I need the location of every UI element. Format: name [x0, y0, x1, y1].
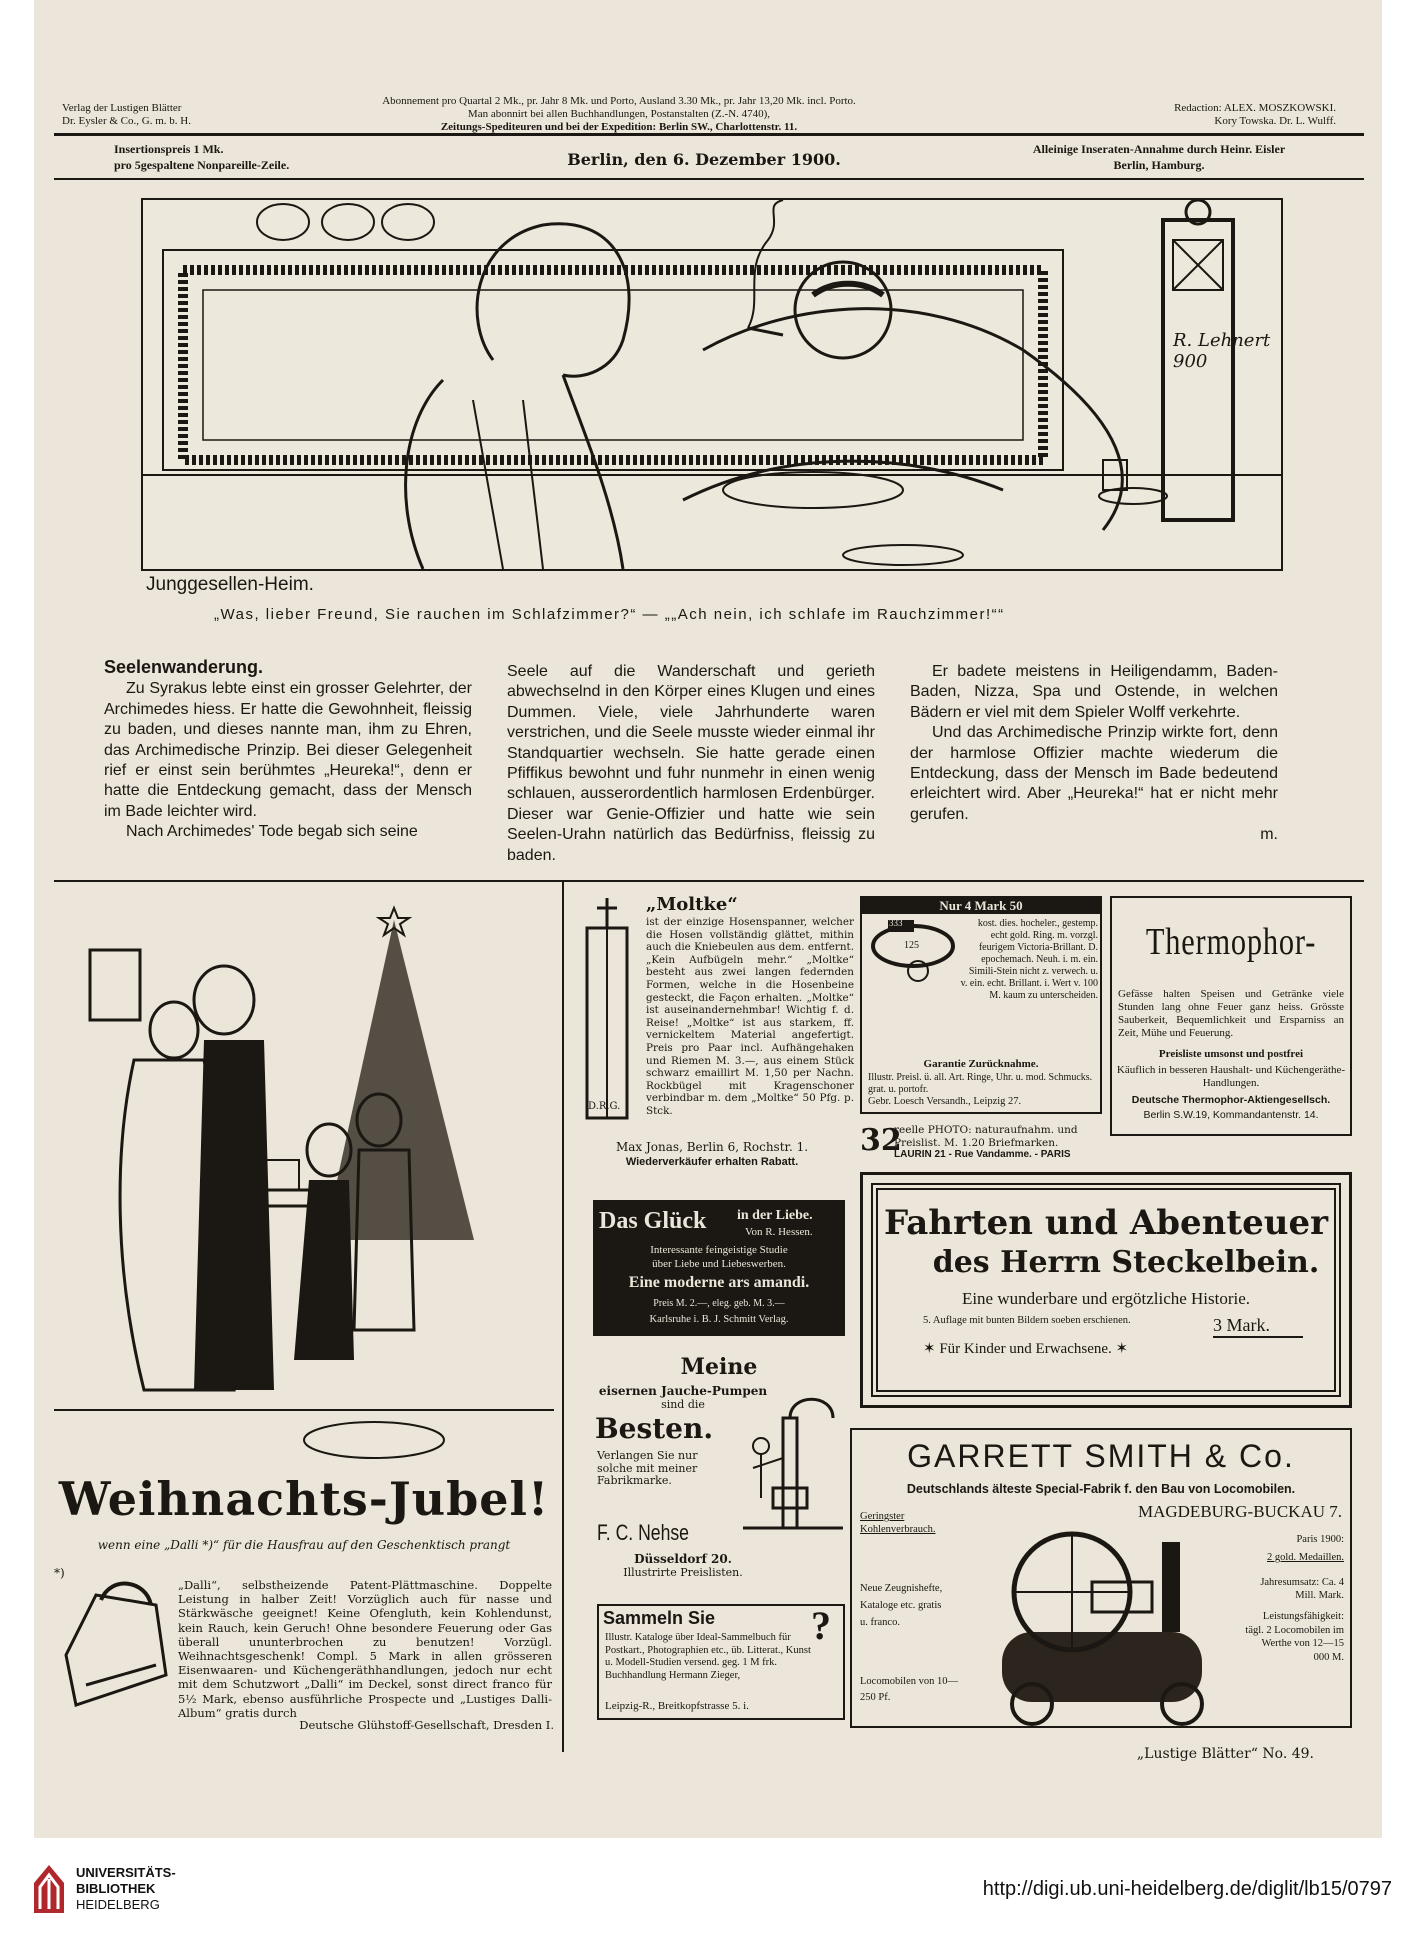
ad-glueck-line1: Interessante feingeistige Studie [650, 1244, 788, 1256]
ad-steckelbein-edition: 5. Auflage mit bunten Bildern soeben erschienen. [923, 1315, 1131, 1326]
pump-icon [743, 1388, 843, 1538]
ad-ring-head: Nur 4 Mark 50 [862, 898, 1100, 914]
ad-laurin-firm: LAURIN 21 - Rue Vandamme. - PARIS [894, 1149, 1071, 1160]
ad-nehse-line1: eisernen Jauche-Pumpen [598, 1384, 768, 1398]
subscription-line: Zeitungs-Spediteuren und bei der Expedition: Berlin SW., Charlottenstr. 11. [440, 121, 798, 133]
newspaper-page [34, 0, 1382, 1838]
insertion-line: Insertionspreis 1 Mk. [114, 142, 224, 156]
article-paragraph: Seele auf die Wanderschaft und gerieth abwechselnd in den Körper eines Klugen und eines Dummen. Viele, viele Jahrhunderte waren verstrichen, und die Seele musste wieder einmal ihr Standquartier wechseln. Sie hatte gerade einen Pfiffikus bewohnt und fuhr nunmehr in einen wenig schlauen, ausserordentlich harmlosen Erdenbürger. Dieser war Genie-Offizier und hatte wie sein Seelen-Urahn natürlich das Bedürfniss, fleissig zu baden. [507, 663, 875, 864]
library-logo-icon [32, 1863, 66, 1915]
ad-nehse-firm: F. C. Nehse [597, 1520, 689, 1545]
cartoon-title: Junggesellen-Heim. [146, 574, 314, 595]
christmas-family-drawing [54, 890, 554, 1470]
ad-moltke-text: ist der einzige Hosenspanner, welcher die Hosen vollständig glättet, mithin auch die Kniebeulen aus dem. entfernt. „Kein Aufbügeln mehr.“ „Moltke“ besteht aus zwei langen federnden Formen, welche in die Hosenbeine gesteckt, die Façon erhalten. „Moltke“ ist auseinandernehmbar! Wichtig f. d. Reise! „Moltke“ ist aus starkem, ff. vernickeltem Material angefertigt. Preis pro Paar incl. Aufhängehaken und Riemen M. 3.—, aus einem Stück schwarz emaillirt M. 1,50 per Nachn. Rockbügel mit Kragenschoner verbindbar m. dem „Moltke“ 50 Pfg. p. Stck. [646, 916, 854, 1117]
column-rule [562, 882, 564, 1752]
article-paragraph: Nach Archimedes' Tode begab sich seine [126, 823, 418, 841]
ad-ring-text: kost. dies. hochelег., gestemp. echt gold. Ring. m. vorzgl. feurigem Victoria-Brillant. D. epochemach. Neuh. i. m. ein. Simili-Stein nicht z. verwech. u. v. ein. echt. Brillant. i. Wert v. 100 M. kaum zu unterscheiden. [960, 918, 1098, 1001]
ad-glueck-author: Von R. Hessen. [745, 1226, 813, 1238]
masthead-rule-lower [54, 178, 1364, 180]
ring-number: 125 [904, 940, 919, 951]
subscription-line: Abonnement pro Quartal 2 Mk., pr. Jahr 8 Mk. und Porto, Ausland 3.30 Mk., pr. Jahr 13,20 Mk. incl. Porto. [382, 95, 856, 107]
ad-ring-firm: Gebr. Loesch Versandh., Leipzig 27. [868, 1096, 1022, 1107]
ad-ring [860, 896, 1102, 1114]
ad-moltke-firm: Max Jonas, Berlin 6, Rochstr. 1. [615, 1140, 809, 1154]
ad-acceptance-line: Berlin, Hamburg. [1113, 158, 1205, 172]
issue-number: „Lustige Blätter“ No. 49. [1136, 1746, 1314, 1762]
library-name-line: HEIDELBERG [76, 1897, 160, 1912]
publisher-line: Dr. Eysler & Co., G. m. b. H. [62, 115, 191, 127]
cartoon-caption: „Was, lieber Freund, Sie rauchen im Schlafzimmer?“ — „„Ach nein, ich schlafe im Rauchzimmer!““ [214, 606, 1005, 623]
library-name [76, 1865, 176, 1913]
article-heading: Seelenwanderung. [104, 657, 264, 677]
ad-garrett-l3: Locomobilen von 10—250 Pf. [860, 1676, 958, 1703]
ad-garrett-l2: Neue Zeugnishefte, Kataloge etc. gratis u. franco. [860, 1583, 943, 1628]
article-signature: m. [1260, 826, 1278, 844]
article-column-3 [910, 662, 1278, 846]
ad-thermophor-firm: Deutsche Thermophor-Aktiengesellsch. [1131, 1094, 1331, 1106]
ad-jubel-subtitle: wenn eine „Dalli *)“ für die Hausfrau auf den Geschenktisch prangt [97, 1538, 511, 1552]
ad-thermophor-text2: Käuflich in besseren Haushalt- und Küchengeräthe-Handlungen. [1116, 1064, 1346, 1089]
ad-garrett-l1: Geringster Kohlenverbrauch. [860, 1511, 936, 1535]
ad-garrett-r1: Paris 1900: [1296, 1534, 1344, 1545]
ad-nehse-text: Verlangen Sie nur solche mit meiner Fabrikmarke. [597, 1449, 698, 1487]
ad-garrett-title: GARRETT SMITH & Co. [907, 1438, 1295, 1474]
ad-steckelbein-sub: Eine wunderbare und ergötzliche Historie. [961, 1289, 1251, 1308]
ad-nehse-line2: sind die [661, 1398, 705, 1411]
article-paragraph: Er badete meistens in Heiligendamm, Baden-Baden, Nizza, Spa und Ostende, in welchen Bädern er viel mit dem Spieler Wolff verkehrte. [910, 663, 1278, 721]
ad-acceptance [964, 141, 1354, 173]
ad-jubel-text: „Dalli“, selbstheizende Patent-Plättmaschine. Doppelte Leistung in halber Zeit! Vorzüglich auch für nasse und Stärkwäsche geeignet! Keine Ofengluth, kein Kohlendunst, kein Rauch, kein Geruch! Ohne besondere Feuerung oder Gas überall ununterbrochen zu benutzen! Vorzügl. Weihnachtsgeschenk! Compl. 5 Mark in allen grösseren Eisenwaaren- und Küchengeräthhandlungen, jedoch nur echt mit dem Schutzwort „Dalli“ im Deckel, sonst direct franco für 5½ Mark, ebenso ausführliche Prospecte und „Lustiges Dalli-Album“ gratis durch [178, 1578, 552, 1720]
ad-thermophor-address: Berlin S.W.19, Kommandantenstr. 14. [1143, 1109, 1319, 1121]
article-paragraph: Und das Archimedische Prinzip wirkte fort, denn der harmlose Offizier machte wiederum die Entdeckung, dass der Mensch im Bade bedeutend erleichtert wird. Aber „Heureka!“ hat er nicht mehr gerufen. [910, 724, 1278, 823]
ad-ring-text2: Illustr. Preisl. ü. all. Art. Ringe, Uhr. u. mod. Schmucks. grat. u. portofr. [868, 1072, 1093, 1095]
ad-jubel-title: Weihnachts-Jubel! [58, 1472, 550, 1526]
ad-nehse-list: Illustrirte Preislisten. [623, 1566, 743, 1579]
ad-thermophor-price: Preisliste umsonst und postfrei [1158, 1048, 1304, 1060]
ad-glueck-title1: Das Glück [599, 1208, 707, 1234]
ad-acceptance-line: Alleinige Inseraten-Annahme durch Heinr. Eisler [1032, 142, 1286, 156]
locomobile-engine-drawing [962, 1522, 1252, 1726]
ad-glueck-line2: über Liebe und Liebeswerben. [652, 1258, 786, 1270]
ad-nehse-title: Meine [680, 1354, 758, 1380]
ad-garrett-city: MAGDEBURG-BUCKAU 7. [1137, 1502, 1342, 1521]
ad-jubel-footnote-mark: *) [54, 1566, 65, 1580]
library-name-line: BIBLIOTHEK [76, 1881, 156, 1896]
ad-steckelbein-title2: des Herrn Steckelbein. [932, 1245, 1320, 1280]
ad-sammeln [597, 1604, 845, 1720]
bedroom-scene-drawing [143, 200, 1281, 569]
ring-hallmark: 333 [889, 918, 903, 928]
ad-moltke-resale: Wiederverkäufer erhalten Rabatt. [625, 1156, 799, 1168]
permalink-url[interactable]: http://digi.ub.uni-heidelberg.de/diglit/lb15/0797 [982, 1878, 1392, 1900]
ad-glueck-publisher: Karlsruhe i. B. J. Schmitt Verlag. [649, 1314, 789, 1325]
digitization-footer [0, 1838, 1418, 1943]
insertion-price [114, 141, 374, 173]
ad-garrett-r4: Leistungsfähigkeit: tägl. 2 Locomobilen im Werthe von 12—15 000 M. [1245, 1611, 1344, 1663]
ad-steckelbein-audience: ✶ Für Kinder und Erwachsene. ✶ [923, 1341, 1129, 1357]
ads-separator [54, 880, 1364, 882]
ad-laurin [860, 1122, 1102, 1164]
masthead-rule [54, 133, 1364, 136]
ad-glueck-price: Preis M. 2.—, eleg. geb. M. 3.— [653, 1298, 785, 1309]
ad-glueck-title2: in der Liebe. [737, 1208, 813, 1223]
ad-nehse [593, 1352, 845, 1588]
publisher-block [62, 102, 242, 128]
ring-icon [868, 916, 958, 986]
ad-moltke-head: „Moltke“ [646, 894, 738, 915]
ad-nehse-city: Düsseldorf 20. [634, 1552, 732, 1566]
question-mark-icon: ? [811, 1604, 831, 1648]
ad-thermophor [1110, 896, 1352, 1136]
ad-jubel-firm: Deutsche Glühstoff-Gesellschaft, Dresden I. [299, 1718, 554, 1732]
ad-laurin-num: 32 [860, 1123, 902, 1158]
ad-sammeln-text: Illustr. Kataloge über Ideal-Sammelbuch für Postkart., Photographien etc., üb. Litterat., Kunst u. Modell-Studien versend. geg. 1 M frk. Buchhandlung Hermann Zieger, [605, 1632, 811, 1681]
ad-steckelbein-title1: Fahrten und Abenteuer [884, 1203, 1328, 1243]
article-column-2 [507, 662, 875, 866]
ad-garrett-smith [850, 1428, 1352, 1728]
trouser-press-icon [572, 898, 642, 1123]
issue-date: Berlin, den 6. Dezember 1900. [567, 150, 841, 169]
library-name-line: UNIVERSITÄTS- [76, 1865, 176, 1880]
editors-block [1096, 102, 1336, 128]
artist-signature: R. Lehnert 900 [1173, 330, 1271, 372]
ad-glueck-line3: Eine moderne ars amandi. [628, 1274, 810, 1291]
insertion-line: pro 5gespaltene Nonpareille-Zeile. [114, 158, 290, 172]
ad-thermophor-title: Thermophor- [1145, 921, 1317, 963]
editors-line: Redaction: ALEX. MOSZKOWSKI. [1174, 102, 1336, 114]
ad-glueck [593, 1200, 845, 1336]
ad-garrett-r2: 2 gold. Medaillen. [1267, 1552, 1344, 1563]
ad-ring-guarantee: Garantie Zurücknahme. [923, 1058, 1039, 1070]
ad-sammeln-title: Sammeln Sie [603, 1608, 716, 1628]
ad-moltke [570, 890, 854, 1185]
subscription-line: Man abonnirt bei allen Buchhandlungen, Postanstalten (Z.-N. 4740), [467, 108, 771, 120]
ad-laurin-text: reelle PHOTO: naturaufnahm. und Preislist. M. 1.20 Briefmarken. [894, 1124, 1078, 1149]
article-column-1 [104, 657, 472, 843]
subscription-block [274, 95, 964, 134]
ad-weihnachts-jubel [54, 890, 554, 1740]
ad-garrett-sub: Deutschlands älteste Special-Fabrik f. den Bau von Locomobilen. [906, 1482, 1296, 1496]
iron-icon [56, 1575, 174, 1725]
article-paragraph: Zu Syrakus lebte einst ein grosser Gelehrter, der Archimedes hiess. Er hatte die Gewohnheit, fleissig zu baden, und dieses nannte man, ihm zu Ehren, das Archimedische Prinzip. Bei dieser Gelegenheit rief er einst sein berühmtes „Heureka!“, denn er hatte die Entdeckung gemacht, dass der Mensch im Bade leichter wird. [104, 680, 472, 820]
editors-line: Kory Towska. Dr. L. Wulff. [1214, 115, 1336, 127]
ad-nehse-best: Besten. [595, 1412, 714, 1445]
ad-sammeln-address: Leipzig-R., Breitkopfstrasse 5. i. [605, 1700, 749, 1712]
publisher-line: Verlag der Lustigen Blätter [62, 102, 182, 114]
ad-steckelbein-price: 3 Mark. [1213, 1315, 1303, 1338]
ad-garrett-r3: Jahresumsatz: Ca. 4 Mill. Mark. [1260, 1577, 1344, 1601]
cartoon-illustration [141, 198, 1283, 571]
ad-thermophor-text: Gefässe halten Speisen und Getränke viele Stunden lang ohne Feuer ganz heiss. Grösste Sauberkeit, Bequemlichkeit und Ersparniss an Zeit, Mühe und Feuerung. [1118, 988, 1344, 1039]
ad-moltke-drg: D.R.G. [588, 1101, 621, 1112]
ad-steckelbein [860, 1172, 1352, 1408]
